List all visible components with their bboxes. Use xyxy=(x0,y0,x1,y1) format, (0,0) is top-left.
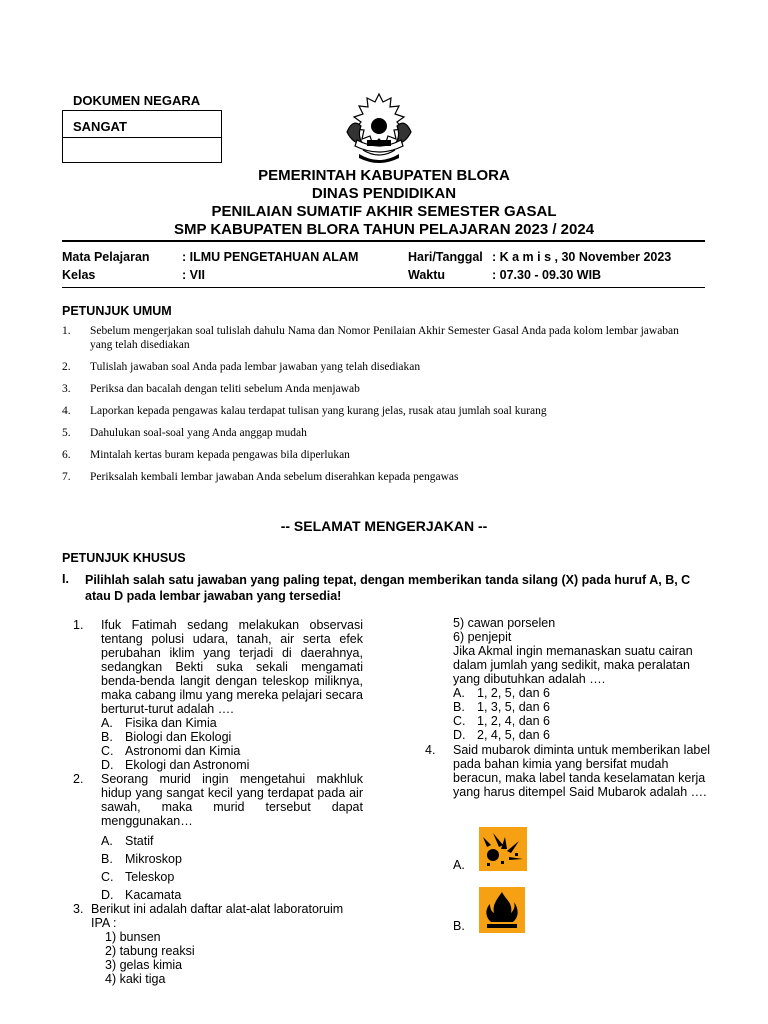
date-label: Hari/Tanggal xyxy=(408,250,483,264)
classification-box xyxy=(62,110,222,163)
question-1-option-a[interactable]: A. Fisika dan Kimia xyxy=(101,716,217,730)
date-value: : K a m i s , 30 November 2023 xyxy=(492,250,672,264)
question-2-option-a[interactable]: A. Statif xyxy=(101,834,154,848)
document-label: DOKUMEN NEGARA xyxy=(73,93,201,108)
left-column xyxy=(73,618,363,904)
question-3-option-a[interactable]: A. 1, 2, 5, dan 6 xyxy=(453,686,550,700)
greeting-banner: -- SELAMAT MENGERJAKAN -- xyxy=(280,518,488,534)
header-exam-title: PENILAIAN SUMATIF AKHIR SEMESTER GASAL xyxy=(211,203,557,220)
question-3-question: Jika Akmal ingin memanaskan suatu cairan dalam jumlah yang sedikit, maka peralatan yang dibutuhkan adalah …. xyxy=(453,644,693,686)
header-school-year: SMP KABUPATEN BLORA TAHUN PELAJARAN 2023 / 2024 xyxy=(173,221,595,238)
question-3-tool: 1) bunsen xyxy=(105,930,161,944)
question-3-tool: 2) tabung reaksi xyxy=(105,944,195,958)
question-1-option-c[interactable]: C. Astronomi dan Kimia xyxy=(101,744,241,758)
question-2-text: Seorang murid ingin mengetahui makhluk hidup yang sangat kecil yang terdapat pada air sawah, maka murid tersebut dapat menggunakan… xyxy=(101,772,363,828)
header-divider xyxy=(62,240,705,242)
info-divider xyxy=(62,287,705,288)
class-label: Kelas xyxy=(62,268,96,282)
right-column xyxy=(453,616,713,742)
question-3-tool: 3) gelas kimia xyxy=(105,958,183,972)
time-value: : 07.30 - 09.30 WIB xyxy=(492,268,602,282)
question-3-option-d[interactable]: D. 2, 4, 5, dan 6 xyxy=(453,728,550,742)
list-item: 5. Dahulukan soal-soal yang Anda anggap mudah xyxy=(62,427,307,439)
question-2-option-c[interactable]: C. Teleskop xyxy=(101,870,175,884)
header-government: PEMERINTAH KABUPATEN BLORA xyxy=(258,167,510,184)
specific-instructions-title: PETUNJUK KHUSUS xyxy=(62,551,186,565)
question-2-option-b[interactable]: B. Mikroskop xyxy=(101,852,182,866)
question-1-text: Ifuk Fatimah sedang melakukan observasi tentang polusi udara, tanah, air serta efek perubahan iklim yang terjadi di daerahnya, sedangkan Bekti suka sekali mengamati benda-benda langit dengan teleskop miliknya, maka cabang ilmu yang mereka pelajari secara berturut-turut adalah …. xyxy=(101,618,363,716)
question-3-text: Berikut ini adalah daftar alat-alat laboratoruim xyxy=(91,902,344,916)
subject-label: Mata Pelajaran xyxy=(62,250,150,264)
question-4-option-a[interactable]: A. xyxy=(453,858,465,872)
question-1: 1. Ifuk Fatimah sedang melakukan observasi tentang polusi udara, tanah, air serta efek perubahan iklim yang terjadi di daerahnya, sedangkan Bekti suka sekali mengamati benda-benda langit dengan teleskop miliknya, maka cabang ilmu yang mereka pelajari secara berturut-turut adalah …. A. Fisika dan Kimia B. Biologi dan Ekologi C. Astronomi dan Kimia D. Ekologi dan Astronomi xyxy=(73,618,363,772)
question-4-option-b[interactable]: B. xyxy=(453,919,465,933)
question-3-option-c[interactable]: C. 1, 2, 4, dan 6 xyxy=(453,714,550,728)
question-2: 2. Seorang murid ingin mengetahui makhluk hidup yang sangat kecil yang terdapat pada air sawah, maka murid tersebut dapat menggunakan… A. Statif B. Mikroskop C. Teleskop D. Kacamata xyxy=(73,772,363,902)
list-item: 3. Periksa dan bacalah dengan teliti sebelum Anda menjawab xyxy=(62,383,360,395)
header-office: DINAS PENDIDIKAN xyxy=(311,185,457,202)
general-instructions-list xyxy=(62,324,702,492)
flammable-hazard-icon xyxy=(479,887,525,933)
question-4-text: Said mubarok diminta untuk memberikan label pada bahan kimia yang bersifat mudah beracun, maka label tanda keselamatan kerja yang harus ditempel Said Mubarok adalah …. xyxy=(453,743,711,799)
section-instruction: Pilihlah salah satu jawaban yang paling tepat, dengan memberikan tanda silang (X) pada huruf A, B, C atau D pada lembar jawaban yang tersedia! xyxy=(85,573,691,603)
list-item: 6. Mintalah kertas buram kepada pengawas bila diperlukan xyxy=(62,449,350,461)
list-item: 1. Sebelum mengerjakan soal tulislah dahulu Nama dan Nomor Penilaian Akhir Semester Gasal Anda pada kolom lembar jawaban yang telah disediakan xyxy=(62,325,679,351)
question-2-option-d[interactable]: D. Kacamata xyxy=(101,888,182,902)
time-label: Waktu xyxy=(408,268,446,282)
subject-value: : ILMU PENGETAHUAN ALAM xyxy=(182,250,359,264)
class-value: : VII xyxy=(182,268,205,282)
question-1-option-d[interactable]: D. Ekologi dan Astronomi xyxy=(101,758,250,772)
regency-emblem-icon xyxy=(343,88,415,166)
question-3-option-b[interactable]: B. 1, 3, 5, dan 6 xyxy=(453,700,550,714)
section-number: I. xyxy=(62,572,69,586)
question-3-tool: 4) kaki tiga xyxy=(105,972,166,986)
general-instructions-title: PETUNJUK UMUM xyxy=(62,304,172,318)
question-3-tool: 6) penjepit xyxy=(453,630,512,644)
question-3-tool: 5) cawan porselen xyxy=(453,616,556,630)
question-4: 4. Said mubarok diminta untuk memberikan label pada bahan kimia yang bersifat mudah beracun, maka label tanda keselamatan kerja yang harus ditempel Said Mubarok adalah …. xyxy=(425,743,715,799)
list-item: 2. Tulislah jawaban soal Anda pada lembar jawaban yang telah disediakan xyxy=(62,361,421,373)
explosive-hazard-icon xyxy=(479,827,527,871)
question-3-start: 3. Berikut ini adalah daftar alat-alat laboratoruim IPA : 1) bunsen 2) tabung reaksi 3) gelas kimia 4) kaki tiga xyxy=(73,902,373,986)
list-item: 4. Laporkan kepada pengawas kalau terdapat tulisan yang kurang jelas, rusak atau jumlah soal kurang xyxy=(62,405,547,417)
question-1-option-b[interactable]: B. Biologi dan Ekologi xyxy=(101,730,232,744)
list-item: 7. Periksalah kembali lembar jawaban Anda sebelum diserahkan kepada pengawas xyxy=(62,471,459,483)
classification-text: SANGAT xyxy=(63,111,221,138)
